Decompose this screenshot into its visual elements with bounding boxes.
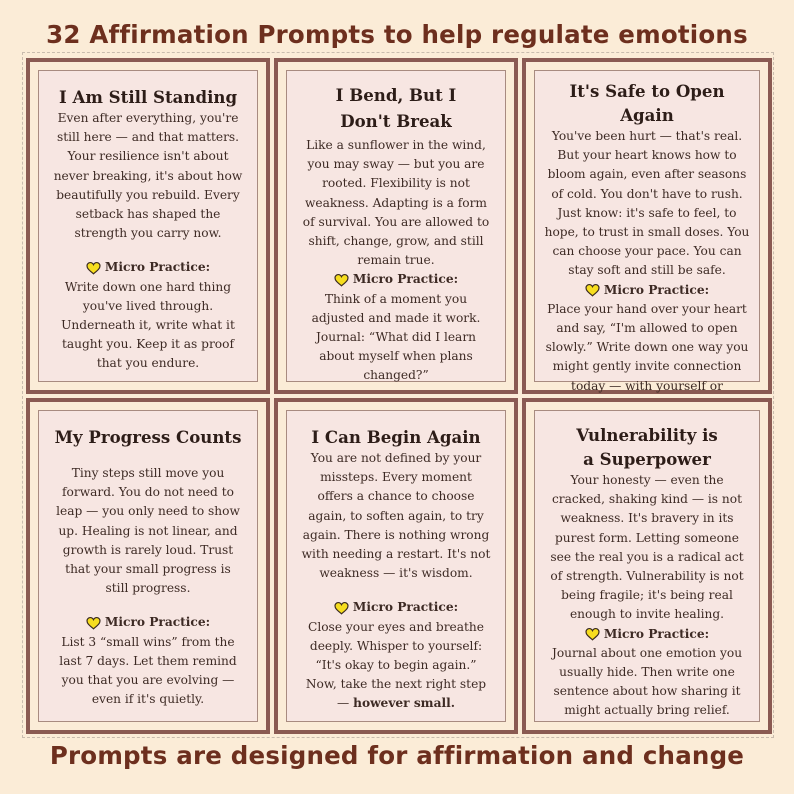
card-panel [534,410,760,722]
affirmation-card-4 [26,398,270,734]
practice-body: Journal about one emotion you usually hide. Then write one sentence about how sharing it might actually bring relief. [551,645,743,718]
footer-tagline: Prompts are designed for affirmation and change [49,741,745,770]
card-title: I Bend, But I Don't Break [335,85,457,131]
card-panel [286,410,506,722]
card-title: I Can Begin Again [311,427,481,447]
card-title: I Am Still Standing [58,87,238,107]
micro-practice-heading [53,258,243,277]
card-body: Tiny steps still move you forward. You do not need to leap — you only need to show up. Healing is not linear, and growth is rarely loud. Trust that your small progress is still progress. [56,466,240,596]
card-title: Vulnerability is a Superpower [576,425,718,469]
card-body: You've been hurt — that's real. But your heart knows how to bloom again, even after seasons of cold. You don't have to rush. Just know: it's safe to feel, to hope, to trust in small doses. You can choose your pace. You can stay soft and still be safe. [544,129,750,278]
micro-practice-heading [53,613,243,632]
card-body: You are not defined by your missteps. Every moment offers a chance to choose again, to soften again, to try again. There is nothing wrong with needing a restart. It's not weakness — it's wisdom. [301,451,491,581]
card-body: Even after everything, you're still here — and that matters. Your resilience isn't about never breaking, it's about how beautifully you rebuild. Every setback has shaped the strength you carry now. [53,111,243,241]
heart-icon [334,274,349,287]
micro-practice-heading [545,625,749,644]
card-panel [38,410,258,722]
affirmation-card-3 [522,58,772,394]
practice-body: Write down one hard thing you've lived through. Underneath it, write what it taught you. Keep it as proof that you endure. [61,279,235,371]
page-title: 32 Affirmation Prompts to help regulate emotions [46,20,748,49]
card-panel [286,70,506,382]
affirmation-card-6 [522,398,772,734]
practice-text [301,618,491,714]
practice-body: List 3 “small wins” from the last 7 days. Let them remind you that you are evolving — even if it's quietly. [59,634,237,707]
affirmation-card-5 [274,398,518,734]
card-body: Like a sunflower in the wind, you may sway — but you are rooted. Flexibility is not weakness. Adapting is a form of survival. You are allowed to shift, change, grow, and still remain true. [302,138,490,268]
practice-text [53,633,243,710]
practice-body: Close your eyes and breathe deeply. Whisper to yourself: “It's okay to begin again.” Now, take the next right step — [305,619,487,711]
practice-text [301,290,491,386]
micro-practice-label: Micro Practice: [603,626,710,641]
micro-practice-label: Micro Practice: [352,272,459,287]
micro-practice-label: Micro Practice: [104,260,211,275]
practice-text [53,278,243,374]
affirmation-card-2 [274,58,518,394]
heart-icon [585,628,600,641]
card-panel [38,70,258,382]
card-title: My Progress Counts [54,427,242,447]
micro-practice-label: Micro Practice: [104,615,211,630]
micro-practice-label: Micro Practice: [352,600,459,615]
affirmation-card-1 [26,58,270,394]
heart-icon [86,262,101,275]
card-body: Your honesty — even the cracked, shaking kind — is not weakness. It's bravery in its purest form. Letting someone see the real you is a radical act of strength. Vulnerability is not being fragile; it's being real enough to invite healing. [550,473,744,622]
heart-icon [585,284,600,297]
heart-icon [86,617,101,630]
practice-text [545,644,749,721]
card-panel [534,70,760,393]
practice-body: Place your hand over your heart and say, “I'm allowed to open slowly.” Write down one way you might gently invite connection today — with yourself or [545,301,749,393]
micro-practice-heading [543,281,751,300]
practice-emphasis: however small. [353,696,455,711]
micro-practice-heading [301,270,491,289]
practice-body: Think of a moment you adjusted and made it work. Journal: “What did I learn about myself when plans changed?” [311,291,481,383]
card-title: It's Safe to Open Again [569,81,725,125]
heart-icon [334,602,349,615]
micro-practice-label: Micro Practice: [603,282,710,297]
micro-practice-heading [301,598,491,617]
